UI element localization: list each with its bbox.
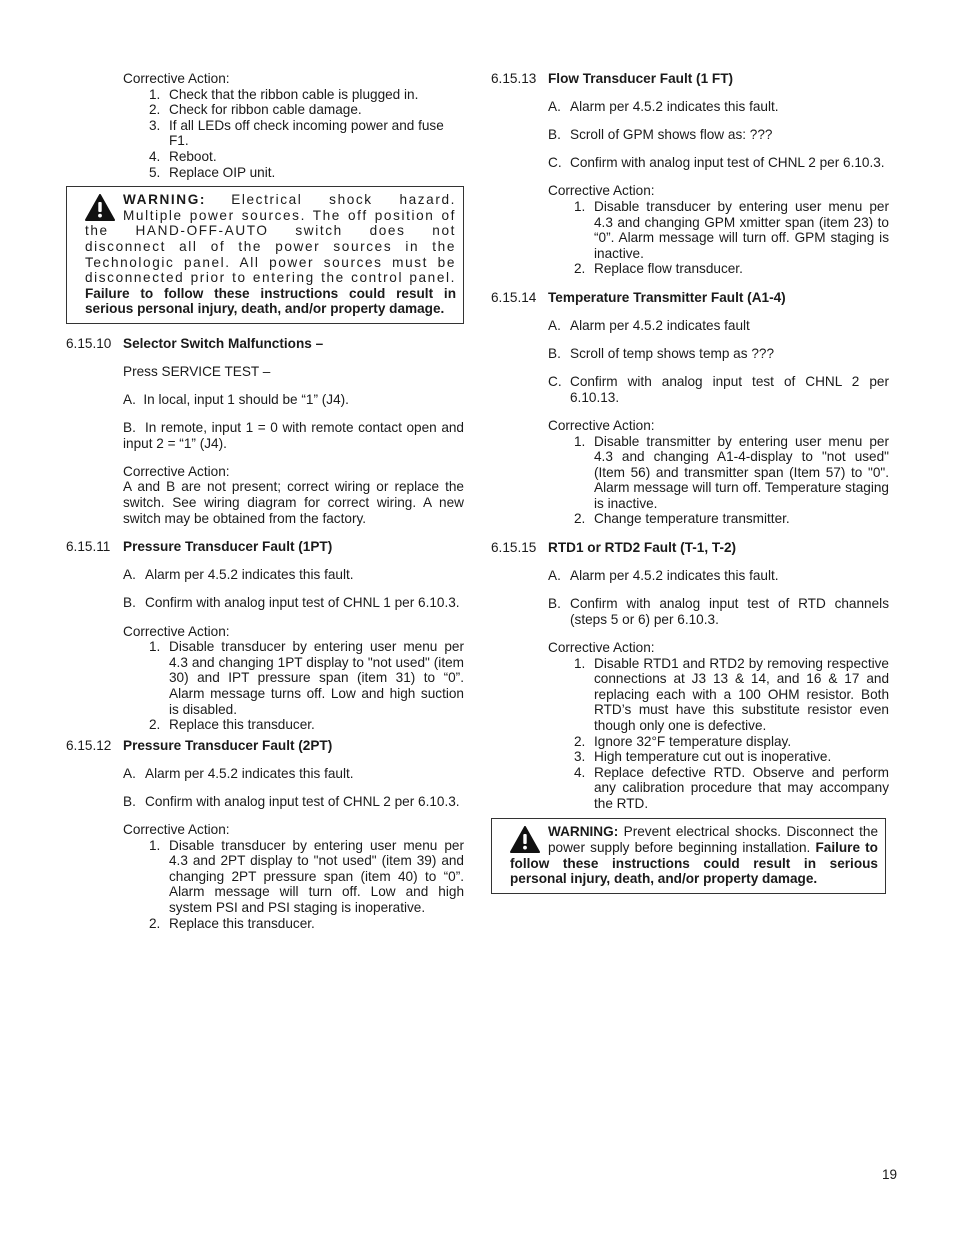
list-item: 4. Replace defective RTD. Observe and perform any calibration procedure that may accompany the RTD.: [574, 764, 889, 811]
list-item: 2. Replace this transducer.: [149, 915, 315, 931]
corrective-action-label: Corrective Action:: [548, 183, 655, 199]
section-heading: 6.15.11 Pressure Transducer Fault (1PT): [66, 539, 333, 555]
corrective-action-label: Corrective Action:: [123, 463, 230, 479]
corrective-action-label: Corrective Action:: [548, 417, 655, 433]
warning-bold-text: Failure to follow these instructions could result in serious personal injury, death, and/or property damage.: [510, 840, 878, 887]
warning-bold-text: Failure to follow these instructions could result in serious personal injury, death, and/or property damage.: [85, 285, 456, 317]
list-item: 4. Reboot.: [149, 148, 217, 164]
item-b: B. Confirm with analog input test of CHNL 2 per 6.10.3.: [123, 793, 460, 809]
list-item: 1. Disable transducer by entering user menu per 4.3 and changing GPM xmitter span (item 23) to “0”. Alarm message will turn off. GPM staging is inactive.: [574, 198, 889, 261]
list-item: 1. Disable RTD1 and RTD2 by removing respective connections at J3 13 & 14, and 16 & 17 and replacing each with a 100 OHM resistor. Both RTD’s must have this substitute resistor even though only one is defective.: [574, 655, 889, 733]
corrective-steps-list: [574, 199, 889, 277]
list-item: 1. Disable transducer by entering user menu per 4.3 and changing 1PT display to "not used" (item 30) and IPT pressure span (item 31) to “0”. Alarm message turns off. Low and high suction is disabled.: [149, 639, 464, 717]
corrective-action-label: Corrective Action:: [548, 639, 655, 655]
corrective-steps-list: [574, 656, 889, 812]
corrective-action-text: A and B are not present; correct wiring or replace the switch. See wiring diagram for correct wiring. A new switch may be obtained from the factory.: [123, 479, 464, 526]
list-item: 2. Change temperature transmitter.: [574, 511, 790, 527]
warning-triangle-icon: [85, 194, 115, 221]
page-number: 19: [882, 1167, 898, 1182]
press-service-test: Press SERVICE TEST –: [123, 364, 271, 379]
list-item: 2. Check for ribbon cable damage.: [149, 102, 362, 118]
list-item: 3. High temperature cut out is inoperative.: [574, 749, 832, 765]
ribbon-steps-list: [149, 87, 464, 181]
item-c: C. Confirm with analog input test of CHNL 2 per 6.10.3.: [548, 155, 885, 171]
item-a: A. Alarm per 4.5.2 indicates this fault.: [123, 567, 354, 583]
list-item: 2. Replace this transducer.: [149, 717, 315, 733]
list-item: 2. Ignore 32°F temperature display.: [574, 733, 792, 749]
list-item: 3. If all LEDs off check incoming power and fuse F1.: [149, 117, 444, 149]
warning-label: WARNING:: [123, 192, 207, 208]
item-b: B. Scroll of temp shows temp as ???: [548, 346, 774, 362]
item-b: B. Scroll of GPM shows flow as: ???: [548, 127, 773, 143]
item-b: B. Confirm with analog input test of RTD channels (steps 5 or 6) per 6.10.3.: [548, 596, 889, 627]
corrective-action-label: Corrective Action:: [123, 71, 230, 86]
corrective-steps-list: [574, 434, 889, 528]
warning-box-electrical-shock: [66, 186, 464, 324]
item-a: A. Alarm per 4.5.2 indicates this fault.: [548, 99, 779, 115]
right-column: [491, 71, 889, 894]
corrective-steps-list: [149, 838, 464, 932]
warning-label: WARNING:: [548, 824, 619, 840]
left-column: [66, 71, 464, 931]
warning-text: Electrical shock hazard. Multiple power sources. The off position of the HAND-OFF-AUTO switch does not disconnect all of the power sources in the Technologic panel. All power sources must be disconnected prior to entering the control panel.: [85, 192, 457, 286]
item-a: A. Alarm per 4.5.2 indicates fault: [548, 318, 750, 334]
list-item: 5. Replace OIP unit.: [149, 164, 276, 180]
item-a: A. Alarm per 4.5.2 indicates this fault.: [123, 765, 354, 781]
warning-text: Prevent electrical shocks. Disconnect the power supply before beginning installation.: [548, 824, 879, 856]
list-item: 2. Replace flow transducer.: [574, 261, 743, 277]
list-item: 1. Disable transducer by entering user menu per 4.3 and 2PT display to "not used" (item 39) and changing 2PT pressure span (item 40) to “0”. Alarm message will turn off. Low and high system PSI and PSI staging is inoperative.: [149, 837, 464, 915]
list-item: 1. Check that the ribbon cable is plugged in.: [149, 86, 419, 102]
item-b: B. Confirm with analog input test of CHNL 1 per 6.10.3.: [123, 595, 460, 611]
section-heading: 6.15.15 RTD1 or RTD2 Fault (T-1, T-2): [491, 540, 737, 556]
section-heading: 6.15.14 Temperature Transmitter Fault (A1-4): [491, 289, 786, 305]
list-item: 1. Disable transmitter by entering user menu per 4.3 and changing A1-4-display to "not used" (Item 56) and transmitter span (Item 57) to "0". Alarm message will turn off. Temperature staging is inactive.: [574, 433, 889, 511]
corrective-action-label: Corrective Action:: [123, 623, 230, 639]
corrective-action-label: Corrective Action:: [123, 821, 230, 837]
warning-box-installation: [491, 818, 886, 893]
item-a: A. Alarm per 4.5.2 indicates this fault.: [548, 568, 779, 584]
item-c: C. Confirm with analog input test of CHNL 2 per 6.10.13.: [548, 374, 889, 405]
warning-triangle-icon: [510, 826, 540, 853]
section-heading: 6.15.10 Selector Switch Malfunctions –: [66, 335, 324, 351]
section-heading: 6.15.13 Flow Transducer Fault (1 FT): [491, 71, 734, 86]
section-heading: 6.15.12 Pressure Transducer Fault (2PT): [66, 737, 333, 753]
item-a: A. In local, input 1 should be “1” (J4).: [123, 392, 349, 408]
corrective-steps-list: [149, 639, 464, 733]
item-b: B. In remote, input 1 = 0 with remote contact open and input 2 = “1” (J4).: [123, 420, 464, 451]
